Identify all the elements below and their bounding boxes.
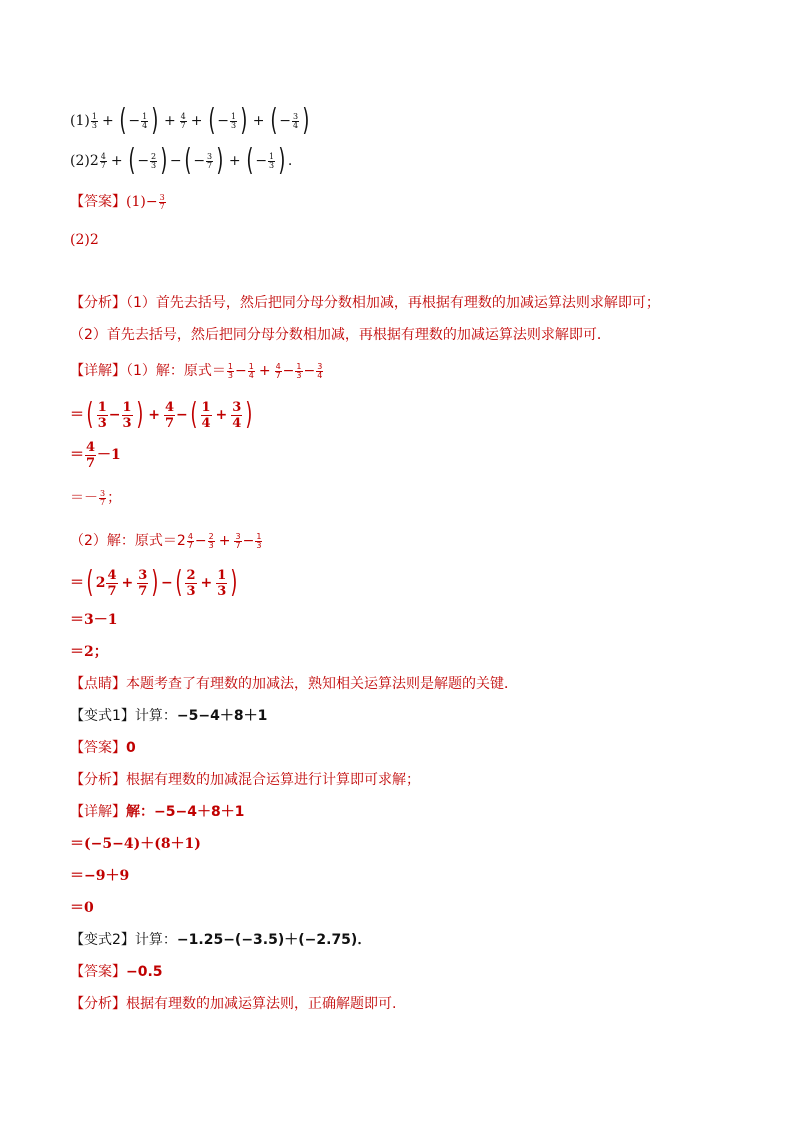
- fraction: $\frac{4}{7}$: [180, 111, 186, 130]
- variant-2-answer: 【答案】−0.5: [70, 964, 163, 980]
- fraction: $\frac{1}{3}$: [97, 399, 107, 431]
- detail-1-line-1: 【详解】（1）解：原式＝ $\frac{1}{3}$ − $\frac{1}{4}$ + $\frac{4}{7}$ − $\frac{1}{3}$ − $\frac{3}{4}$: [70, 361, 323, 380]
- fraction: $\frac{3}{4}$: [292, 111, 299, 130]
- fraction: $\frac{1}{3}$: [122, 399, 132, 431]
- fraction: $\frac{3}{7}$: [207, 151, 213, 170]
- detail-1-line-2: ＝( $\frac{1}{3}$ − $\frac{1}{3}$ ) + $\frac{4}{7}$ −( $\frac{1}{4}$ + $\frac{3}{4}$ ): [70, 397, 253, 432]
- fraction: $\frac{2}{3}$: [208, 531, 214, 550]
- detail-2-line-3: ＝3－1: [70, 612, 118, 628]
- fraction: $\frac{1}{3}$: [296, 361, 302, 380]
- fraction: $\frac{1}{3}$: [217, 567, 227, 599]
- fraction: $\frac{4}{7}$: [107, 567, 117, 599]
- fraction: $\frac{4}{7}$: [86, 439, 96, 471]
- fraction: $\frac{1}{3}$: [91, 111, 97, 130]
- variant-1-step-4: ＝0: [70, 900, 94, 916]
- fraction: $\frac{1}{4}$: [142, 111, 148, 130]
- variant-2-analysis: 【分析】根据有理数的加减运算法则，正确解题即可.: [70, 996, 397, 1012]
- fraction: $\frac{1}{3}$: [256, 531, 262, 550]
- analysis-line-2: （2）首先去括号，然后把同分母分数相加减，再根据有理数的加减运算法则求解即可．: [70, 327, 611, 343]
- question-1: (1) $\frac{1}{3}$ + ( − $\frac{1}{4}$ ) + $\frac{4}{7}$ + ( − $\frac{1}{3}$ ) + ( − $\frac{3}{4}$ ): [70, 103, 310, 138]
- answer-2: (2)2: [70, 232, 99, 248]
- detail-1-line-4: ＝－ $\frac{3}{7}$ ；: [70, 488, 122, 507]
- fraction: $\frac{3}{4}$: [317, 361, 323, 380]
- fraction: $\frac{1}{3}$: [269, 151, 275, 170]
- question-1-label: (1): [70, 113, 90, 129]
- answer-1: 【答案】(1)− $\frac{3}{7}$: [70, 192, 165, 211]
- fraction: $\frac{1}{3}$: [230, 111, 237, 130]
- fraction: $\frac{2}{3}$: [151, 151, 157, 170]
- fraction: $\frac{1}{4}$: [248, 361, 254, 380]
- detail-2-line-2: ＝( 2 $\frac{4}{7}$ + $\frac{3}{7}$ ) −( $\frac{2}{3}$ + $\frac{1}{3}$ ): [70, 565, 238, 600]
- fraction: $\frac{1}{3}$: [227, 361, 234, 380]
- fraction: $\frac{4}{7}$: [275, 361, 281, 380]
- variant-1-detail: 【详解】解：−5−4＋8＋1: [70, 804, 245, 820]
- fraction: $\frac{3}{7}$: [235, 531, 241, 550]
- fraction: $\frac{3}{7}$: [100, 488, 106, 507]
- analysis-line-1: 【分析】（1）首先去括号，然后把同分母分数相加减，再根据有理数的加减运算法则求解即可；: [70, 295, 660, 311]
- detail-2-line-1: （2）解：原式＝2 $\frac{4}{7}$ − $\frac{2}{3}$ + $\frac{3}{7}$ − $\frac{1}{3}$: [70, 531, 262, 550]
- variant-1-answer: 【答案】0: [70, 740, 136, 756]
- fraction: $\frac{3}{7}$: [159, 192, 165, 211]
- variant-2-title: 【变式2】计算：−1.25−(−3.5)＋(−2.75)．: [70, 932, 372, 948]
- fraction: $\frac{4}{7}$: [165, 399, 175, 431]
- comment: 【点睛】本题考查了有理数的加减法，熟知相关运算法则是解题的关键．: [70, 676, 518, 692]
- variant-1-analysis: 【分析】根据有理数的加减混合运算进行计算即可求解；: [70, 772, 420, 788]
- answer-tag: 【答案】: [70, 194, 126, 210]
- detail-2-line-4: ＝2；: [70, 644, 108, 660]
- fraction: $\frac{2}{3}$: [186, 567, 196, 599]
- fraction: $\frac{4}{7}$: [100, 151, 106, 170]
- fraction: $\frac{1}{4}$: [201, 399, 211, 431]
- fraction: $\frac{4}{7}$: [187, 531, 193, 550]
- variant-1-title: 【变式1】计算：−5−4＋8＋1: [70, 708, 268, 724]
- variant-1-step-2: ＝(−5−4)＋(8＋1): [70, 836, 201, 852]
- variant-1-step-3: ＝−9＋9: [70, 868, 130, 884]
- detail-1-line-3: ＝ $\frac{4}{7}$ －1: [70, 439, 121, 471]
- fraction: $\frac{3}{4}$: [232, 399, 242, 431]
- question-2: (2)2 $\frac{4}{7}$ + ( − $\frac{2}{3}$ ) −( − $\frac{3}{7}$ ) + ( − $\frac{1}{3}$ ) .: [70, 143, 293, 178]
- fraction: $\frac{3}{7}$: [138, 567, 148, 599]
- question-2-label: (2): [70, 153, 90, 169]
